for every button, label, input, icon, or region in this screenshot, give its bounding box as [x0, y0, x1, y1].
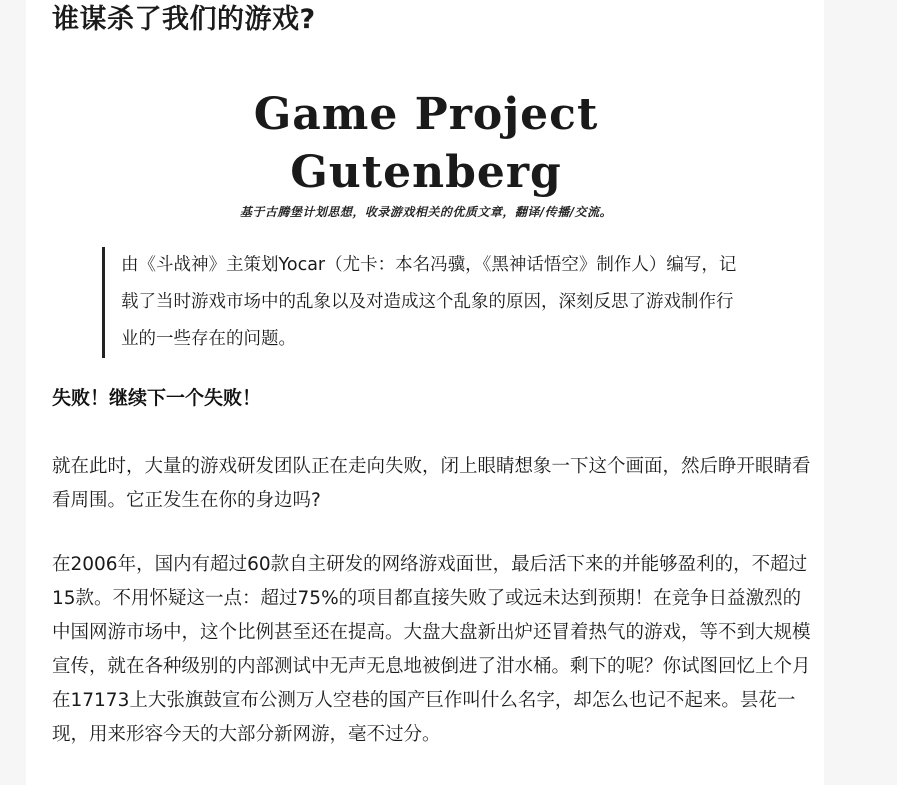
paragraph: 在2006年，国内有超过60款自主研发的网络游戏面世，最后活下来的并能够盈利的，不超过15款。不用怀疑这一点：超过75%的项目都直接失败了或远未达到预期！在竞争日益激烈的中国网游市场中，这个比例甚至还在提高。大盘大盘新出炉还冒着热气的游戏，等不到大规模宣传，就在各种级别的内部测试中无声无息地被倒进了泔水桶。剩下的呢？你试图回忆上个月在17173上大张旗鼓宣布公测万人空巷的国产巨作叫什么名字，却怎么也记不起来。昙花一现，用来形容今天的大部分新网游，毫不过分。: [52, 554, 811, 745]
paragraph: 就在此时，大量的游戏研发团队正在走向失败，闭上眼睛想象一下这个画面，然后睁开眼睛看看周围。它正发生在你的身边吗?: [52, 456, 811, 511]
article-title: 谁谋杀了我们的游戏?: [52, 4, 316, 35]
game-project-gutenberg-banner: [181, 86, 671, 219]
section-heading: 失败！继续下一个失败！: [52, 387, 262, 409]
banner-logo: Game Project Gutenberg: [253, 89, 599, 198]
article-page: [26, 0, 824, 785]
banner-subtitle: 基于古腾堡计划思想，收录游戏相关的优质文章，翻译/传播/交流。: [239, 205, 613, 219]
intro-quote: 由《斗战神》主策划Yocar（尤卡：本名冯骥，《黑神话悟空》制作人）编写，记载了当时游戏市场中的乱象以及对造成这个乱象的原因，深刻反思了游戏制作行业的一些存在的问题。: [102, 247, 741, 358]
